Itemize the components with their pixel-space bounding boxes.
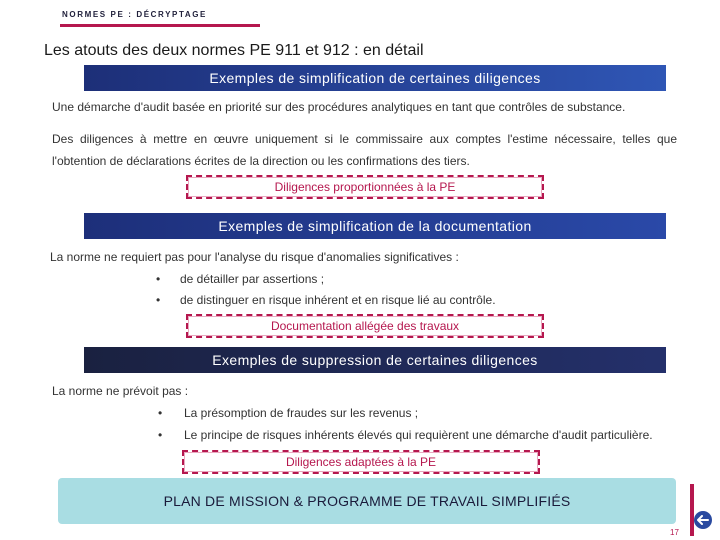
bullet-marker: •	[156, 293, 161, 307]
section-3-intro: La norme ne prévoit pas :	[52, 384, 189, 398]
bullet-marker: •	[158, 406, 163, 420]
section-2-tag: Documentation allégée des travaux	[186, 314, 544, 338]
section-1-tag: Diligences proportionnées à la PE	[186, 175, 544, 199]
section-3-banner: Exemples de suppression de certaines diligences	[84, 347, 666, 373]
section-3-tag: Diligences adaptées à la PE	[182, 450, 540, 474]
section-2-intro: La norme ne requiert pas pour l'analyse du risque d'anomalies significatives :	[50, 250, 459, 264]
section-3-bullet-1: La présomption de fraudes sur les revenus ;	[184, 406, 419, 420]
bullet-marker: •	[156, 272, 161, 286]
footer-accent-bar	[690, 484, 694, 536]
header-divider	[60, 24, 260, 27]
conclusion-banner: PLAN DE MISSION & PROGRAMME DE TRAVAIL SIMPLIFIÉS	[58, 478, 676, 524]
back-arrow-icon[interactable]	[694, 511, 712, 529]
section-3-bullet-2: Le principe de risques inhérents élevés qui requièrent une démarche d'audit particulière.	[184, 428, 653, 442]
bullet-marker: •	[158, 428, 163, 442]
page-number: 17	[670, 528, 679, 537]
section-1-banner: Exemples de simplification de certaines diligences	[84, 65, 666, 91]
section-2-bullet-1: de détailler par assertions ;	[180, 272, 325, 286]
page-title: Les atouts des deux normes PE 911 et 912 : en détail	[44, 42, 424, 59]
section-1-paragraph-1: Une démarche d'audit basée en priorité sur des procédures analytiques en tant que contrôles de substance.	[52, 100, 626, 114]
section-label: NORMES PE : DÉCRYPTAGE	[62, 10, 207, 19]
section-2-banner: Exemples de simplification de la documentation	[84, 213, 666, 239]
back-arrow-glyph	[697, 515, 709, 525]
section-2-bullet-2: de distinguer en risque inhérent et en risque lié au contrôle.	[180, 293, 496, 307]
section-1-paragraph-2: Des diligences à mettre en œuvre uniquement si le commissaire aux comptes l'estime nécessaire, telles que l'obtention de déclarations écrites de la direction ou les confirmations des tiers.	[52, 132, 677, 168]
